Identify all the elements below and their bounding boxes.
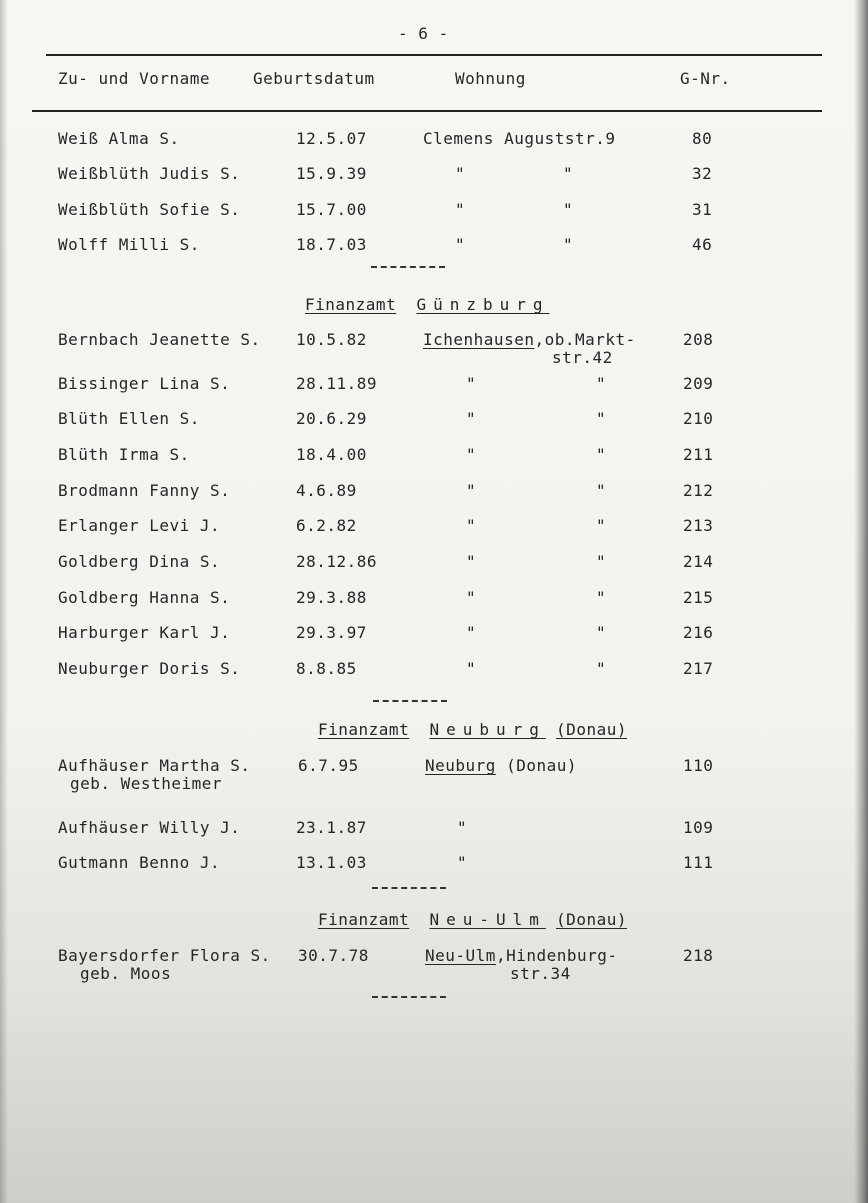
row-ditto-1: " xyxy=(466,409,477,428)
row-ditto-1: " xyxy=(457,853,468,872)
row-ditto-1: " xyxy=(455,235,466,254)
header-name: Zu- und Vorname xyxy=(58,69,210,88)
row-birth: 28.11.89 xyxy=(296,374,378,393)
row-ditto-2: " xyxy=(596,374,607,393)
row-ditto-1: " xyxy=(466,374,477,393)
section-title-prefix: Finanzamt xyxy=(318,910,410,929)
row-name: Blüth Ellen S. xyxy=(58,409,200,428)
row-residence: Clemens Auguststr.9 xyxy=(423,129,616,148)
row-name: Goldberg Hanna S. xyxy=(58,588,231,607)
row-birth: 12.5.07 xyxy=(296,129,367,148)
residence-suffix: (Donau) xyxy=(495,756,577,775)
row-ditto-1: " xyxy=(455,200,466,219)
section-title xyxy=(318,721,627,739)
row-birth: 13.1.03 xyxy=(296,853,367,872)
row-gnr: 32 xyxy=(692,164,713,183)
row-gnr: 215 xyxy=(683,588,714,607)
residence-street: ,Hindenburg- xyxy=(495,946,618,965)
row-ditto-1: " xyxy=(457,818,468,837)
row-gnr: 213 xyxy=(683,516,714,535)
row-birth: 30.7.78 xyxy=(298,946,369,965)
row-name: Goldberg Dina S. xyxy=(58,552,221,571)
row-ditto-1: " xyxy=(455,164,466,183)
row-ditto-1: " xyxy=(466,481,477,500)
section-title-place: Neuburg xyxy=(429,720,546,739)
row-gnr: 216 xyxy=(683,623,714,642)
row-name-line2: geb. Westheimer xyxy=(70,774,222,793)
header-gnr: G-Nr. xyxy=(680,69,731,88)
header-residence: Wohnung xyxy=(455,69,526,88)
row-gnr: 46 xyxy=(692,235,713,254)
row-ditto-1: " xyxy=(466,445,477,464)
row-ditto-1: " xyxy=(466,659,477,678)
scan-shadow-right xyxy=(854,0,868,1203)
section-divider xyxy=(372,887,446,891)
row-residence-line2: str.42 xyxy=(552,348,613,367)
row-birth: 8.8.85 xyxy=(296,659,357,678)
row-birth: 23.1.87 xyxy=(296,818,367,837)
row-name: Weiß Alma S. xyxy=(58,129,180,148)
row-gnr: 80 xyxy=(692,129,713,148)
row-ditto-1: " xyxy=(466,516,477,535)
row-gnr: 217 xyxy=(683,659,714,678)
section-title-place: Günzburg xyxy=(416,295,550,314)
row-name: Brodmann Fanny S. xyxy=(58,481,231,500)
row-residence xyxy=(425,757,577,775)
row-ditto-2: " xyxy=(563,200,574,219)
row-ditto-2: " xyxy=(596,552,607,571)
row-gnr: 208 xyxy=(683,330,714,349)
row-birth: 29.3.97 xyxy=(296,623,367,642)
section-divider xyxy=(371,266,445,270)
row-name: Aufhäuser Willy J. xyxy=(58,818,241,837)
row-birth: 20.6.29 xyxy=(296,409,367,428)
row-gnr: 209 xyxy=(683,374,714,393)
row-name: Gutmann Benno J. xyxy=(58,853,221,872)
row-birth: 18.4.00 xyxy=(296,445,367,464)
row-ditto-2: " xyxy=(596,516,607,535)
row-gnr: 111 xyxy=(683,853,714,872)
row-gnr: 210 xyxy=(683,409,714,428)
row-ditto-2: " xyxy=(596,445,607,464)
residence-street: ,ob.Markt- xyxy=(534,330,636,349)
section-title-prefix: Finanzamt xyxy=(305,295,397,314)
section-divider xyxy=(373,700,447,704)
row-gnr: 218 xyxy=(683,946,714,965)
page-number: - 6 - xyxy=(398,24,449,43)
row-name: Weißblüth Sofie S. xyxy=(58,200,241,219)
row-name: Weißblüth Judis S. xyxy=(58,164,241,183)
residence-place: Ichenhausen xyxy=(423,330,535,349)
row-residence xyxy=(425,947,618,965)
row-ditto-2: " xyxy=(596,588,607,607)
row-gnr: 109 xyxy=(683,818,714,837)
row-ditto-2: " xyxy=(563,235,574,254)
row-birth: 6.2.82 xyxy=(296,516,357,535)
row-ditto-2: " xyxy=(596,481,607,500)
row-gnr: 31 xyxy=(692,200,713,219)
row-name: Wolff Milli S. xyxy=(58,235,200,254)
row-residence-line2: str.34 xyxy=(510,964,571,983)
residence-place: Neuburg xyxy=(425,756,496,775)
row-residence xyxy=(423,331,636,349)
section-title-place: Neu-Ulm xyxy=(429,910,546,929)
row-ditto-1: " xyxy=(466,552,477,571)
row-birth: 15.9.39 xyxy=(296,164,367,183)
row-name: Bayersdorfer Flora S. xyxy=(58,946,271,965)
row-ditto-1: " xyxy=(466,588,477,607)
row-birth: 4.6.89 xyxy=(296,481,357,500)
row-birth: 10.5.82 xyxy=(296,330,367,349)
section-title-suffix: (Donau) xyxy=(556,720,627,739)
residence-place: Neu-Ulm xyxy=(425,946,496,965)
section-title xyxy=(318,911,627,929)
row-gnr: 214 xyxy=(683,552,714,571)
section-divider xyxy=(372,996,446,1000)
row-birth: 28.12.86 xyxy=(296,552,378,571)
row-birth: 18.7.03 xyxy=(296,235,367,254)
row-ditto-2: " xyxy=(596,409,607,428)
header-rule xyxy=(32,110,822,112)
row-name: Blüth Irma S. xyxy=(58,445,190,464)
row-birth: 29.3.88 xyxy=(296,588,367,607)
row-name: Erlanger Levi J. xyxy=(58,516,221,535)
section-title xyxy=(305,296,550,314)
section-title-prefix: Finanzamt xyxy=(318,720,410,739)
row-gnr: 110 xyxy=(683,756,714,775)
row-gnr: 211 xyxy=(683,445,714,464)
section-title-suffix: (Donau) xyxy=(556,910,627,929)
row-name: Bissinger Lina S. xyxy=(58,374,231,393)
top-rule xyxy=(46,54,822,56)
row-birth: 15.7.00 xyxy=(296,200,367,219)
row-name: Harburger Karl J. xyxy=(58,623,231,642)
row-name: Bernbach Jeanette S. xyxy=(58,330,261,349)
header-birth: Geburtsdatum xyxy=(253,69,375,88)
row-name-line2: geb. Moos xyxy=(80,964,172,983)
row-name: Aufhäuser Martha S. xyxy=(58,756,251,775)
row-name: Neuburger Doris S. xyxy=(58,659,241,678)
row-ditto-1: " xyxy=(466,623,477,642)
scan-shadow-left xyxy=(0,0,8,1203)
row-gnr: 212 xyxy=(683,481,714,500)
row-ditto-2: " xyxy=(596,623,607,642)
row-birth: 6.7.95 xyxy=(298,756,359,775)
row-ditto-2: " xyxy=(563,164,574,183)
row-ditto-2: " xyxy=(596,659,607,678)
